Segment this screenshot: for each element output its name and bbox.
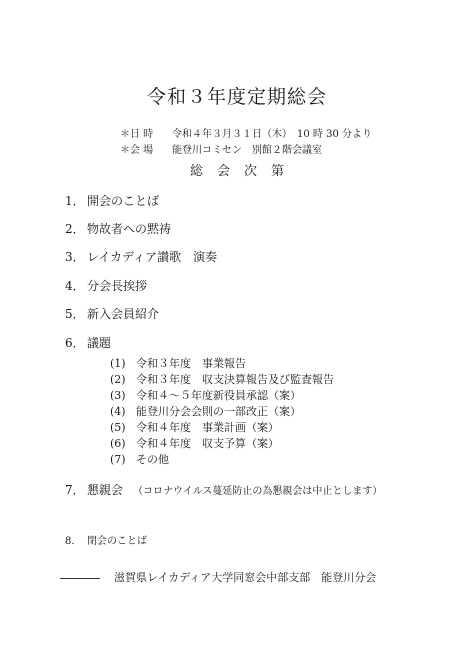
sub-item-text: 令和３年度 事業報告 xyxy=(136,357,246,370)
agenda-item-text: 開会のことば xyxy=(87,194,160,208)
document-title: 令和３年度定期総会 xyxy=(146,86,327,108)
agenda-item xyxy=(65,334,111,351)
agenda-item-number: 4． xyxy=(65,279,85,293)
sub-item-number: (7) xyxy=(110,453,126,466)
sub-item-text: 令和４～５年度新役員承認（案） xyxy=(136,389,301,402)
agenda-item-number: 8． xyxy=(65,536,82,547)
organization-footer xyxy=(60,569,376,585)
sub-item-number: (4) xyxy=(110,405,126,418)
agenda-item-text: レイカディア讃歌 演奏 xyxy=(87,250,218,264)
agenda-sub-item xyxy=(110,355,246,371)
organization-name: 滋賀県レイカディア大学同窓会中部支部 能登川分会 xyxy=(114,571,377,584)
sub-item-text: 令和４年度 収支予算（案） xyxy=(136,437,279,450)
agenda-heading: 総会次第 xyxy=(189,164,298,179)
cancellation-note: （コロナウイルス蔓延防止の為懇親会は中止とします） xyxy=(133,486,383,497)
agenda-sub-item xyxy=(110,387,301,403)
agenda-item-number: 1． xyxy=(65,194,85,208)
agenda-item-number: 2． xyxy=(65,222,85,236)
agenda-item-number: 3． xyxy=(65,250,85,264)
sub-item-text: その他 xyxy=(136,453,169,466)
agenda-sub-item xyxy=(110,403,301,419)
sub-item-text: 能登川分会会則の一部改正（案） xyxy=(136,405,301,418)
footer-divider xyxy=(60,578,100,579)
agenda-item-text: 閉会のことば xyxy=(87,536,147,547)
agenda-item-party xyxy=(65,481,382,498)
meeting-date xyxy=(120,125,372,140)
date-value: 令和４年３月３１日（木） 10 時 30 分より xyxy=(172,129,372,140)
sub-item-number: (6) xyxy=(110,437,126,450)
sub-item-number: (1) xyxy=(110,357,126,370)
agenda-sub-item xyxy=(110,451,169,467)
sub-item-text: 令和３年度 収支決算報告及び監査報告 xyxy=(136,373,334,386)
agenda-item-text: 新入会員紹介 xyxy=(87,307,160,321)
agenda-item xyxy=(65,305,159,322)
date-label: ＊日 時 xyxy=(120,129,154,140)
agenda-item-number: 5． xyxy=(65,307,85,321)
agenda-item-number: 7． xyxy=(65,483,85,497)
agenda-item xyxy=(65,192,159,209)
sub-item-text: 令和４年度 事業計画（案） xyxy=(136,421,279,434)
agenda-sub-item xyxy=(110,419,279,435)
agenda-item-number: 6． xyxy=(65,336,85,350)
agenda-item-text: 物故者への黙祷 xyxy=(87,222,172,236)
agenda-item xyxy=(65,277,147,294)
venue-label: ＊会 場 xyxy=(120,145,154,156)
agenda-item-closing xyxy=(65,532,147,547)
venue-value: 能登川コミセン 別館２階会議室 xyxy=(172,145,322,156)
sub-item-number: (3) xyxy=(110,389,126,402)
agenda-sub-item xyxy=(110,435,279,451)
agenda-sub-item xyxy=(110,371,334,387)
agenda-item xyxy=(65,220,171,237)
sub-item-number: (5) xyxy=(110,421,126,434)
agenda-item-text: 分会長挨拶 xyxy=(87,279,148,293)
agenda-item-text: 懇親会 xyxy=(87,483,124,497)
agenda-item xyxy=(65,248,217,265)
sub-item-number: (2) xyxy=(110,373,126,386)
agenda-item-text: 議題 xyxy=(87,336,112,350)
meeting-venue xyxy=(120,141,322,156)
